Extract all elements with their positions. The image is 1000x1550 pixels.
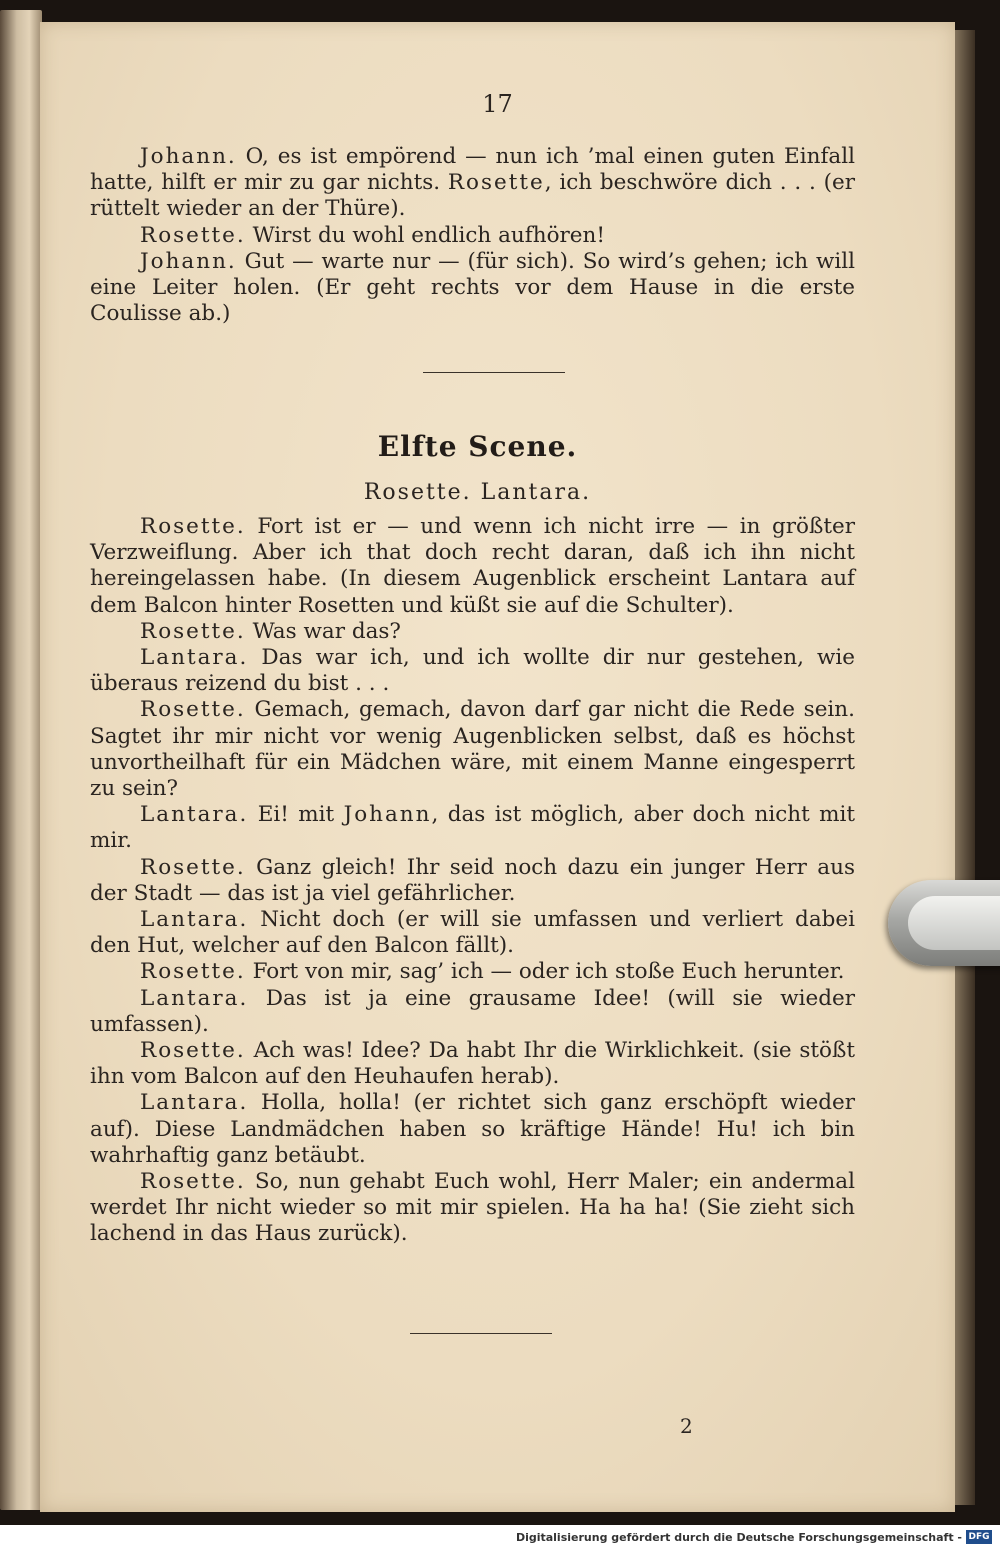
speaker-name: Lantara. (140, 802, 249, 828)
dialogue-paragraph (90, 907, 855, 959)
speaker-name: Rosette. (140, 618, 246, 644)
page-right-edge (953, 30, 975, 1505)
dfg-logo: DFG (966, 1530, 992, 1544)
dialogue-text: Ganz gleich! Ihr seid noch dazu ein junger Herr aus der Stadt — das ist ja viel gefährlicher. (90, 854, 855, 906)
dialogue-paragraph (90, 144, 855, 223)
section-divider (423, 372, 565, 373)
end-divider (410, 1333, 552, 1334)
dialogue-paragraph (90, 1090, 855, 1169)
dialogue-paragraph (90, 697, 855, 802)
speaker-name: Rosette. (140, 514, 246, 539)
page-number: 17 (482, 90, 513, 118)
dialogue-paragraph (90, 855, 855, 907)
speaker-name: Lantara. (140, 1090, 249, 1116)
speaker-name: Rosette. (140, 1038, 246, 1064)
speaker-name: Rosette. (140, 959, 246, 985)
speaker-name: Johann (343, 802, 432, 828)
dialogue-paragraph (90, 249, 855, 328)
speaker-name: Rosette. (140, 222, 246, 248)
scene-heading: Elfte Scene. (377, 430, 578, 463)
dialogue-paragraph (90, 223, 855, 249)
dialogue-text: So, nun gehabt Euch wohl, Herr Maler; ein andermal werdet Ihr nicht wieder so mit mir spielen. Ha ha ha! (Sie zieht sich lachend in das Haus zurück). (90, 1169, 855, 1247)
dialogue-text: , ich beschwöre dich . . . (er rüttelt wieder an der Thüre). (90, 170, 855, 222)
dialogue-text: Gut — warte nur — (für sich). So wird’s gehen; ich will eine Leiter holen. (Er geht rechts vor dem Hause in die erste Coulisse ab.) (90, 248, 855, 327)
dialogue-paragraph (90, 1169, 855, 1248)
footer-credit: Digitalisierung gefördert durch die Deutsche Forschungsgemeinschaft - (515, 1531, 962, 1544)
dialogue-paragraph (90, 645, 855, 697)
dialogue-text: Nicht doch (er will sie umfassen und verliert dabei den Hut, welcher auf den Balcon fällt). (90, 907, 855, 959)
dialogue-text: Fort ist er — und wenn ich nicht irre — in größter Verzweiflung. Aber ich that doch recht daran, daß ich ihn nicht hereingelassen habe. (In diesem Augenblick erscheint Lantara auf dem Balcon hinter Rosetten und küßt sie auf die Schulter). (90, 514, 855, 618)
dialogue-paragraph (90, 514, 855, 619)
dialogue-text: Wirst du wohl endlich aufhören! (245, 222, 606, 248)
page-clip-highlight (908, 896, 1000, 950)
dialogue-text: Fort von mir, sag’ ich — oder ich stoße Euch herunter. (245, 959, 845, 985)
dialogue-block-1 (90, 144, 855, 327)
dialogue-paragraph (90, 1038, 855, 1090)
dialogue-text: O, es ist empörend — nun ich ’mal einen guten Einfall hatte, hilft er mir zu gar nichts. (90, 144, 855, 196)
dialogue-block-2 (90, 514, 855, 1248)
dialogue-text: Gemach, gemach, davon darf gar nicht die Rede sein. Sagtet ihr mir nicht vor wenig Augenblicken selbst, daß es höchst unvortheilhaft für ein Mädchen wäre, mit einem Manne eingesperrt zu sein? (90, 697, 855, 802)
dialogue-text: , das ist möglich, aber doch nicht mit mir. (90, 802, 855, 854)
speaker-name: Rosette. (140, 1169, 246, 1195)
speaker-name: Johann. (140, 144, 237, 169)
speaker-name: Rosette. (140, 697, 246, 723)
dialogue-text: Was war das? (245, 618, 401, 644)
speaker-name: Lantara. (140, 985, 249, 1011)
scene-cast: Rosette. Lantara. (363, 480, 592, 505)
signature-mark: 2 (680, 1414, 693, 1438)
dialogue-paragraph (90, 802, 855, 854)
speaker-name: Rosette. (140, 854, 246, 880)
dialogue-text: Ei! mit (248, 802, 344, 828)
dialogue-text: Das ist ja eine grausame Idee! (will sie wieder umfassen). (90, 985, 855, 1037)
speaker-name: Lantara. (140, 907, 249, 933)
dialogue-paragraph (90, 986, 855, 1038)
dialogue-paragraph (90, 619, 855, 645)
dialogue-text: Ach was! Idee? Da habt Ihr die Wirklichkeit. (sie stößt ihn vom Balcon auf den Heuhaufen herab). (90, 1038, 855, 1090)
dialogue-paragraph (90, 959, 855, 985)
dialogue-text: Das war ich, und ich wollte dir nur gestehen, wie überaus reizend du bist . . . (90, 645, 855, 697)
speaker-name: Lantara. (140, 645, 249, 671)
facing-page-edge (0, 10, 42, 1510)
speaker-name: Rosette (447, 170, 545, 196)
dialogue-text: Holla, holla! (er richtet sich ganz erschöpft wieder auf). Diese Landmädchen haben so kräftige Hände! Hu! ich bin wahrhaftig ganz betäubt. (90, 1090, 855, 1168)
speaker-name: Johann. (140, 248, 237, 274)
